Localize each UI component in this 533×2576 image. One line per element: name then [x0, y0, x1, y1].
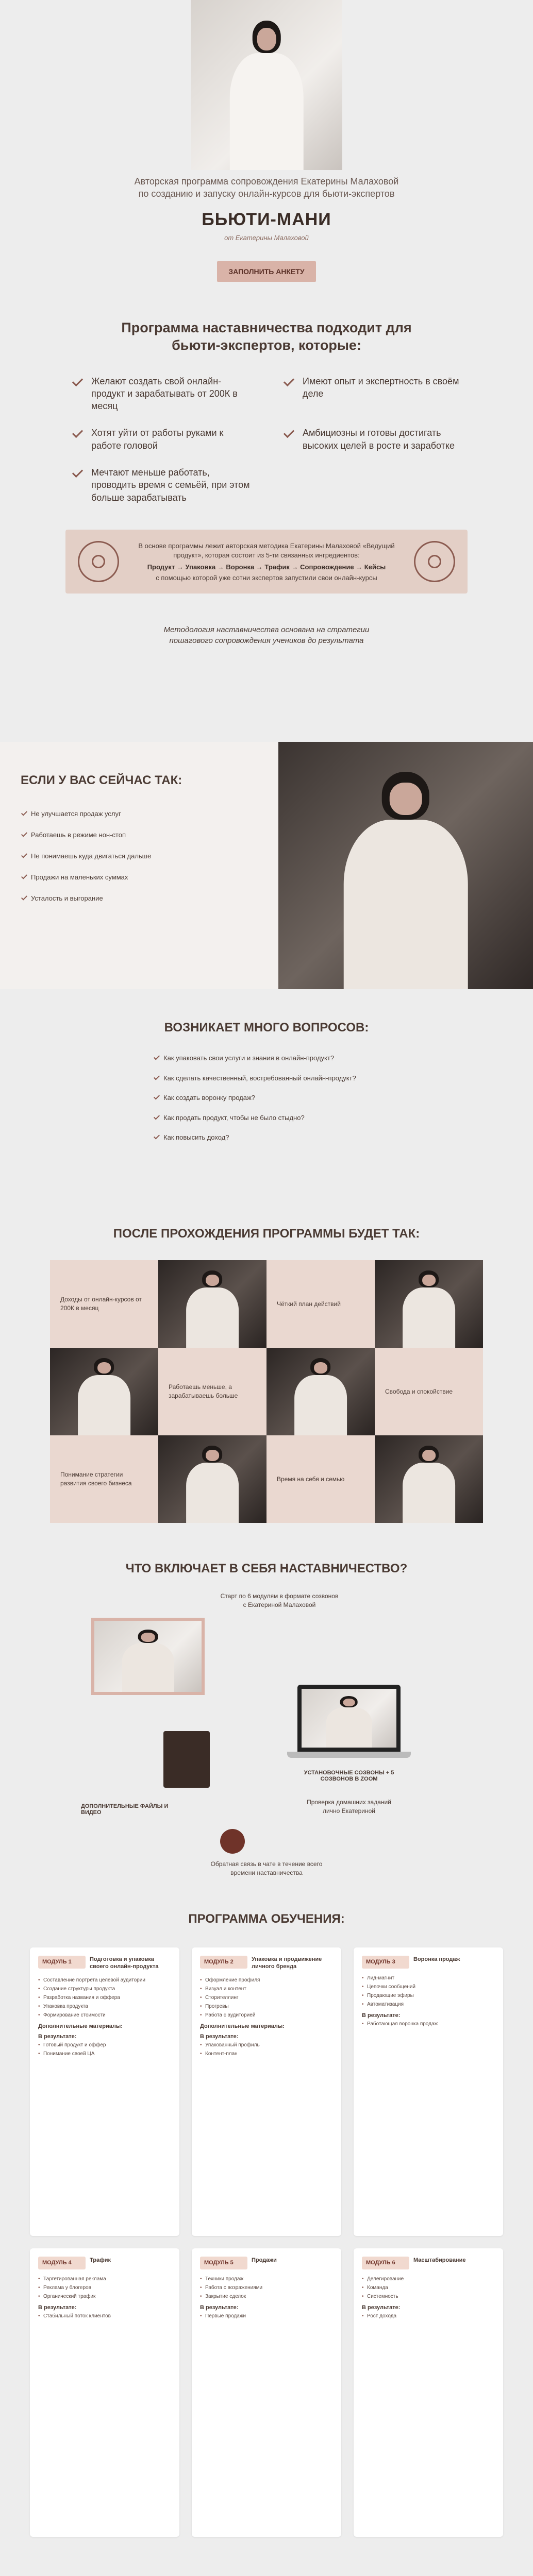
gear-icon: [414, 541, 455, 582]
method-tail: с помощью которой уже сотни экспертов запустили свои онлайн-курсы: [156, 574, 377, 582]
list-item: Продажи на маленьких суммах: [21, 872, 258, 881]
includes-title: ЧТО ВКЛЮЧАЕТ В СЕБЯ НАСТАВНИЧЕСТВО?: [125, 1562, 408, 1575]
after-section: [0, 1216, 533, 1556]
check-icon: [153, 1114, 160, 1121]
check-icon: [21, 810, 28, 817]
module-card: МОДУЛЬ 3 Воронка продаж • Лид-магнит • Цепочки сообщений • Продающие эфиры • Автоматизация В результате: • Работающая воронка продаж: [354, 1947, 503, 2236]
list-item: Желают создать свой онлайн-продукт и зарабатывать от 200К в месяц: [71, 375, 251, 413]
list-item: Как сделать качественный, востребованный онлайн-продукт?: [153, 1073, 380, 1083]
program-section: [0, 1906, 533, 2576]
check-icon: [153, 1133, 160, 1141]
list-item: Работаешь в режиме нон-стоп: [21, 830, 258, 839]
check-icon: [282, 375, 295, 388]
after-photo: [158, 1260, 266, 1348]
method-note: Методология наставничества основана на стратегии пошагового сопровождения учеников до результата: [163, 625, 370, 645]
list-item: Амбициозны и готовы достигать высоких целей в росте и заработке: [282, 427, 462, 452]
now-section: [0, 742, 533, 989]
after-title: ПОСЛЕ ПРОХОЖДЕНИЯ ПРОГРАММЫ БУДЕТ ТАК:: [113, 1227, 420, 1241]
after-grid: [50, 1260, 483, 1523]
after-photo: [375, 1260, 483, 1348]
program-title: ПРОГРАММА ОБУЧЕНИЯ:: [188, 1912, 345, 1926]
hero-section: [0, 0, 533, 309]
laptop-icon: [287, 1685, 411, 1762]
after-card: Свобода и спокойствие: [375, 1348, 483, 1435]
now-title: ЕСЛИ У ВАС СЕЙЧАС ТАК:: [21, 773, 182, 787]
check-icon: [21, 831, 28, 838]
after-card: Понимание стратегии развития своего бизнеса: [50, 1435, 158, 1523]
list-item: Как упаковать свои услуги и знания в онлайн-продукт?: [153, 1053, 380, 1063]
suitable-section: [0, 309, 533, 742]
after-photo: [375, 1435, 483, 1523]
hero-subtitle: Авторская программа сопровождения Екатерины Малаховой по созданию и запуску онлайн-курсов для бьюти-экспертов: [134, 176, 399, 199]
questions-section: [0, 989, 533, 1216]
after-photo: [158, 1435, 266, 1523]
check-icon: [21, 873, 28, 880]
arrow-icon: [220, 1829, 245, 1854]
module-card: МОДУЛЬ 6 Масштабирование • Делегирование • Команда • Системность В результате: • Рост дохода: [354, 2248, 503, 2537]
method-text: В основе программы лежит авторская методика Екатерины Малаховой «Ведущий продукт», которая состоит из 5-ти связанных ингредиентов:: [138, 541, 395, 559]
includes-item: Старт по 6 модулям в формате созвонов с Екатериной Малаховой: [220, 1592, 339, 1608]
includes-item: Обратная связь в чате в течение всего времени наставничества: [210, 1860, 323, 1876]
list-item: Не понимаешь куда двигаться дальше: [21, 851, 258, 860]
gear-icon: [78, 541, 119, 582]
suitable-title: Программа наставничества подходит для бьюти-экспертов, которые:: [121, 320, 412, 353]
program-grid: [30, 1947, 503, 2537]
list-item: Как повысить доход?: [153, 1132, 380, 1142]
after-card: Чёткий план действий: [266, 1260, 375, 1348]
includes-item: ДОПОЛНИТЕЛЬНЫЕ ФАЙЛЫ И ВИДЕО: [81, 1803, 169, 1816]
after-photo: [266, 1348, 375, 1435]
module-card: МОДУЛЬ 2 Упаковка и продвижение личного бренда • Оформление профиля • Визуал и контент • Сторителлинг • Прогревы • Работа с аудиторией Дополнительные материалы: В результате: • Упакованный профиль • Контент-план: [192, 1947, 341, 2236]
check-icon: [21, 852, 28, 859]
includes-section: [0, 1556, 533, 1906]
includes-item: Проверка домашних заданий лично Екатериной: [307, 1799, 391, 1815]
method-box: [65, 530, 468, 594]
hero-brand: БЬЮТИ-МАНИ: [202, 209, 331, 229]
after-photo: [50, 1348, 158, 1435]
after-card: Работаешь меньше, а зарабатываешь больше: [158, 1348, 266, 1435]
method-formula: Продукт → Упаковка → Воронка → Трафик → Сопровождение → Кейсы: [147, 563, 386, 571]
module-card: МОДУЛЬ 4 Трафик • Таргетированная реклама • Реклама у блогеров • Органический трафик В результате: • Стабильный поток клиентов: [30, 2248, 179, 2537]
check-icon: [71, 427, 84, 440]
check-icon: [71, 466, 84, 480]
list-item: Как продать продукт, чтобы не было стыдно?: [153, 1113, 380, 1123]
module-card: МОДУЛЬ 5 Продажи • Техники продаж • Работа с возражениями • Закрытие сделок В результате: • Первые продажи: [192, 2248, 341, 2537]
module-card: МОДУЛЬ 1 Подготовка и упаковка своего онлайн-продукта • Составление портрета целевой аудитории • Создание структуры продукта • Разработка названия и оффера • Упаковка продукта • Формирование стоимости Дополнительные материалы: В результате: • Готовый продукт и оффер • Понимание своей ЦА: [30, 1947, 179, 2236]
check-icon: [71, 375, 84, 388]
hero-photo: [191, 0, 342, 170]
includes-item: УСТАНОВОЧНЫЕ СОЗВОНЫ + 5 СОЗВОНОВ В ZOOM: [304, 1770, 394, 1782]
check-icon: [153, 1074, 160, 1081]
list-item: Хотят уйти от работы руками к работе головой: [71, 427, 251, 452]
list-item: Не улучшается продаж услуг: [21, 809, 258, 818]
check-icon: [153, 1054, 160, 1061]
list-item: Имеют опыт и экспертность в своём деле: [282, 375, 462, 413]
after-card: Доходы от онлайн-курсов от 200К в месяц: [50, 1260, 158, 1348]
includes-photo: [91, 1618, 205, 1695]
list-item: Как создать воронку продаж?: [153, 1093, 380, 1103]
list-item: Мечтают меньше работать, проводить время с семьёй, при этом больше зарабатывать: [71, 466, 251, 504]
after-card: Время на себя и семью: [266, 1435, 375, 1523]
fill-form-button[interactable]: ЗАПОЛНИТЬ АНКЕТУ: [217, 261, 315, 282]
questions-title: ВОЗНИКАЕТ МНОГО ВОПРОСОВ:: [164, 1021, 369, 1035]
suitable-list: [71, 375, 462, 504]
check-icon: [282, 427, 295, 440]
check-icon: [21, 894, 28, 902]
notebook-icon: [163, 1731, 210, 1788]
hero-author: от Екатерины Малаховой: [224, 233, 309, 242]
list-item: Усталость и выгорание: [21, 893, 258, 902]
now-photo: [278, 742, 533, 989]
check-icon: [153, 1094, 160, 1101]
